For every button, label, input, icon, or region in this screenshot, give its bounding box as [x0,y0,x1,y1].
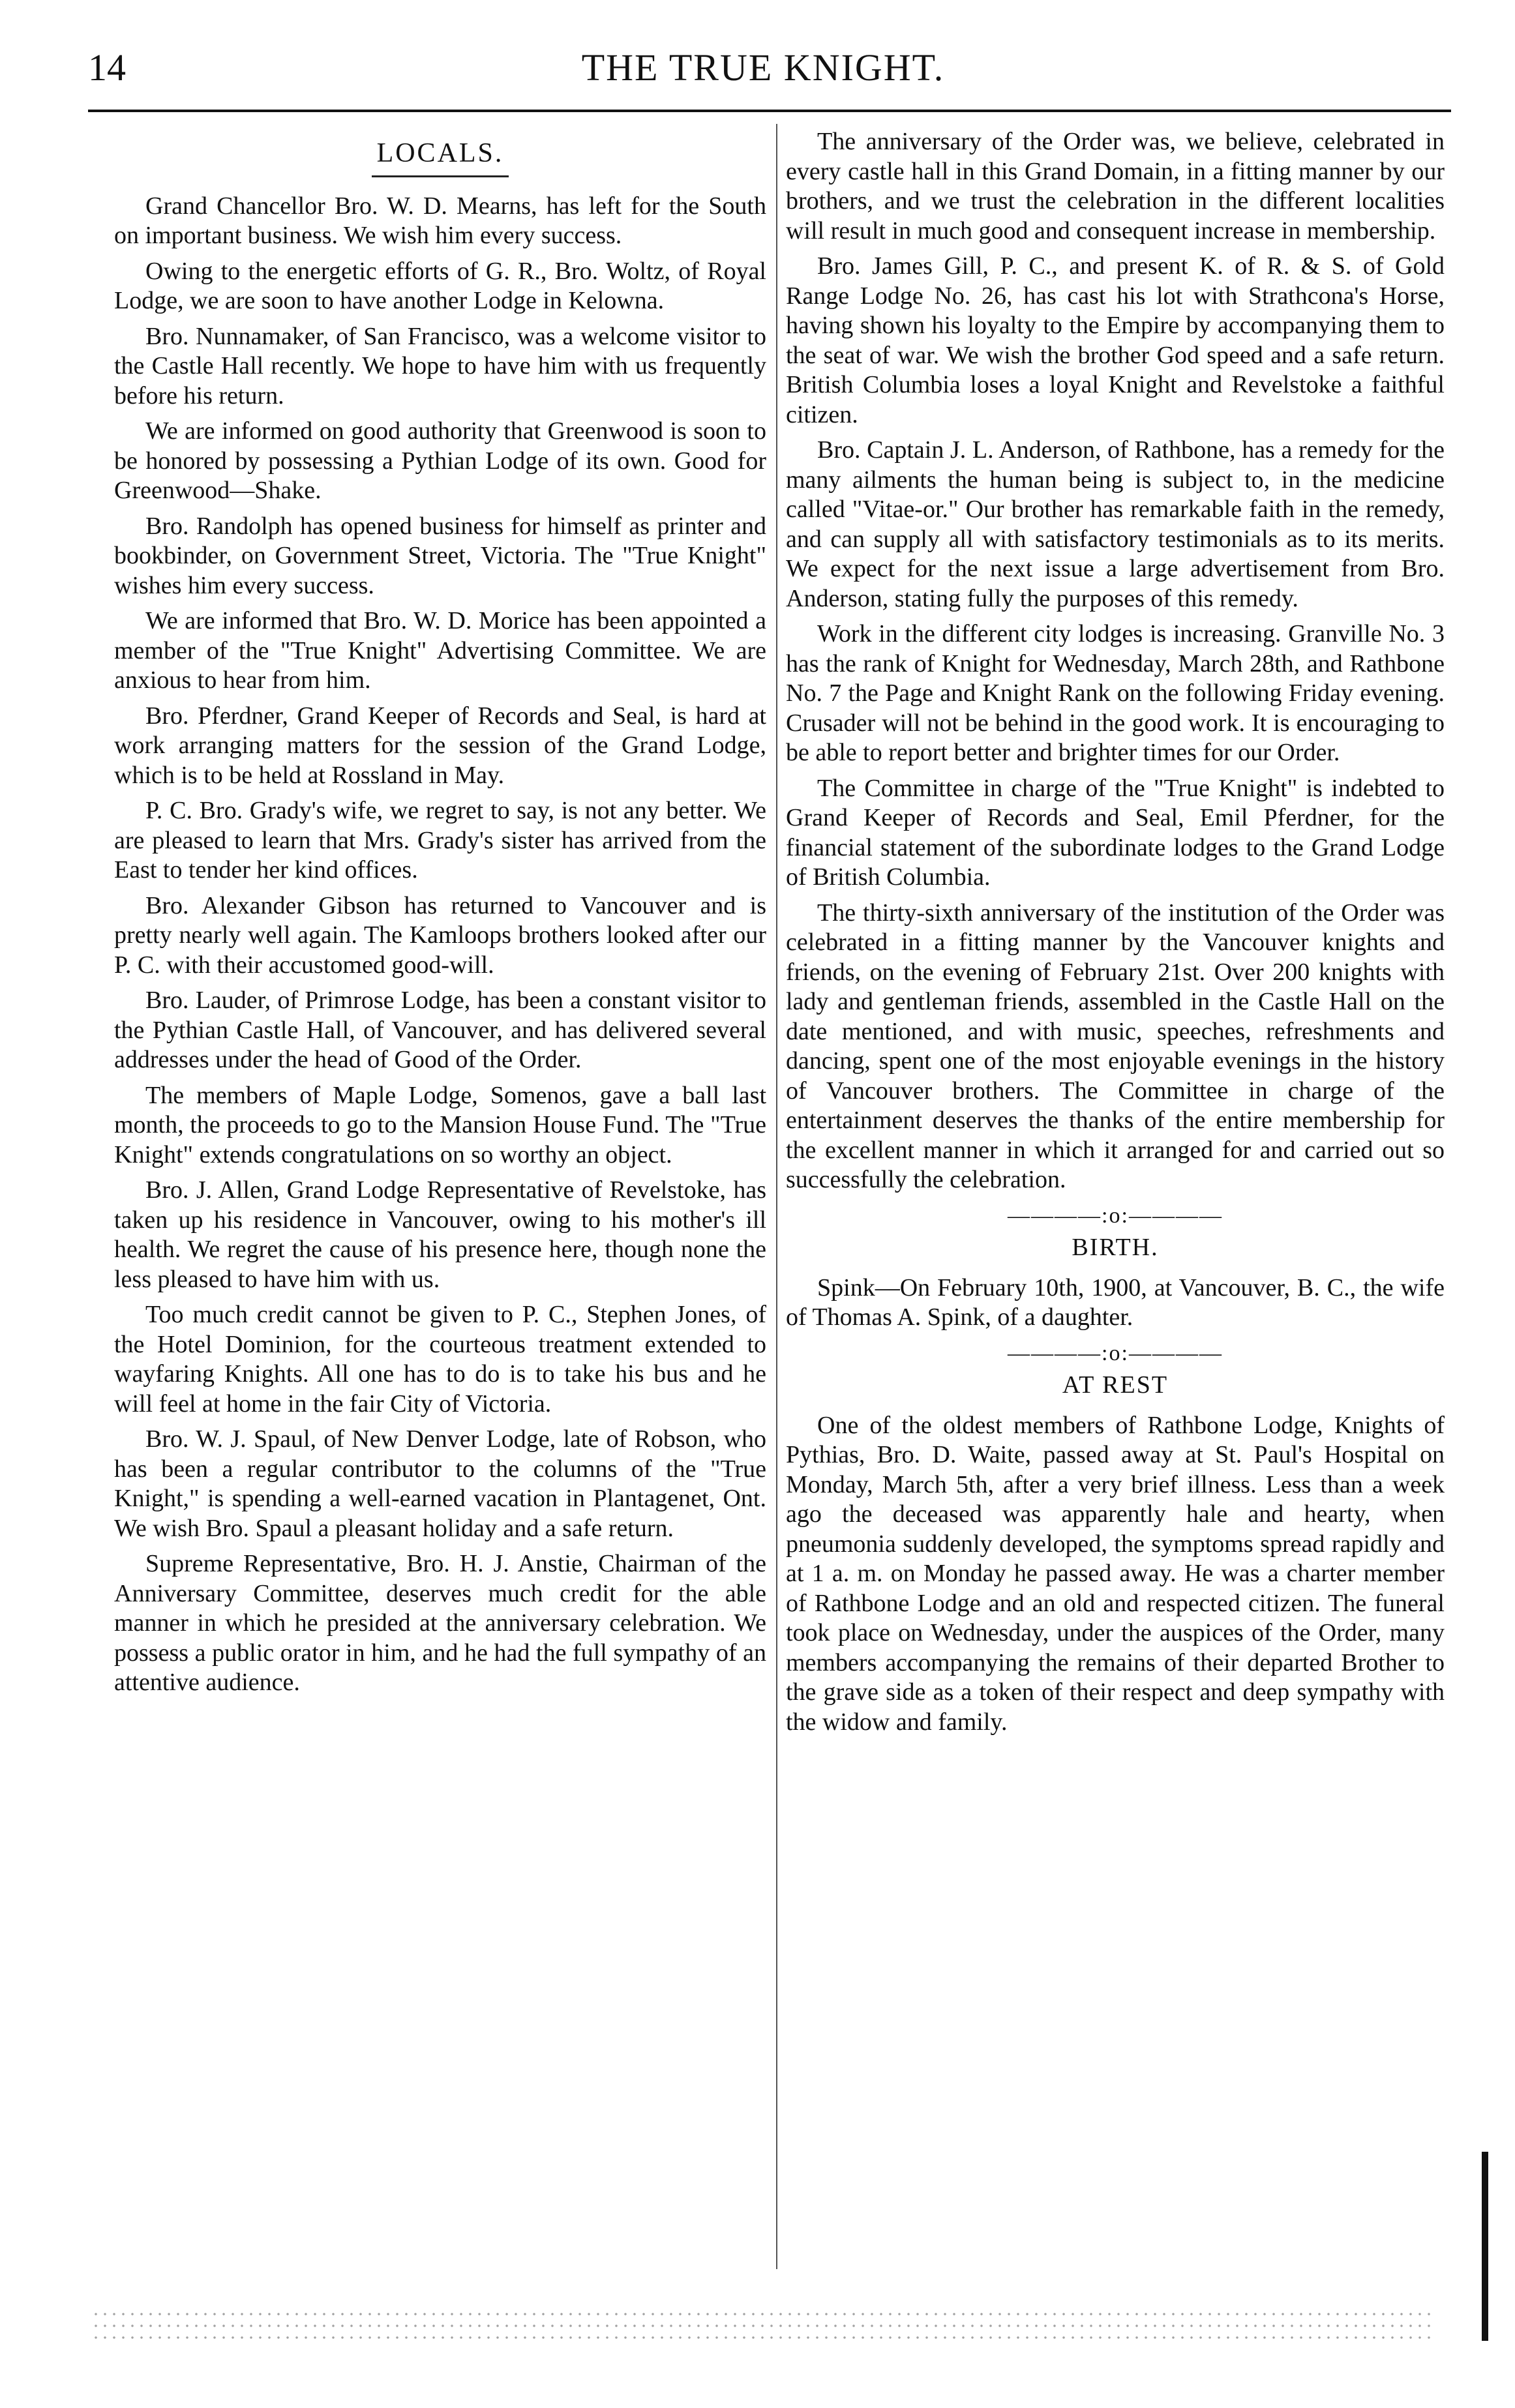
paragraph: We are informed on good authority that Greenwood is soon to be honored by possessing a Pythian Lodge of its own. Good for Greenwood—Shake. [114,417,766,504]
paragraph: Bro. Pferdner, Grand Keeper of Records and Seal, is hard at work arranging matters for the session of the Grand Lodge, which is to be held at Rossland in May. [114,702,766,789]
paragraph: Bro. W. J. Spaul, of New Denver Lodge, late of Robson, who has been a regular contributor to the columns of the "True Knight," is spending a well-earned vacation in Plantagenet, Ont. We wish Bro. Spaul a pleasant holiday and a safe return. [114,1425,766,1542]
page-number: 14 [88,46,126,89]
separator: ————:o:———— [1008,1203,1223,1228]
obituary: One of the oldest members of Rathbone Lodge, Knights of Pythias, Bro. D. Waite, passed away at St. Paul's Hospital on Monday, March 5th, after a very brief illness. Less than a week ago the deceased was apparently hale and hearty, when pneumonia suddenly developed, the symptoms spread rapidly and at 1 a. m. on Monday he passed away. He was a charter member of Rathbone Lodge and an old and respected citizen. The funeral took place on Wednesday, under the auspices of the Order, many members accompanying the remains of their departed Brother to the grave side as a token of their respect and deep sympathy with the widow and family. [786,1411,1445,1736]
paragraph: The anniversary of the Order was, we believe, celebrated in every castle hall in this Grand Domain, in a fitting manner by our brothers, and we trust the celebration in the different localities will result in much good and consequent increase in membership. [786,128,1445,245]
paragraph: P. C. Bro. Grady's wife, we regret to say, is not any better. We are pleased to learn that Mrs. Grady's sister has arrived from the East to tender her kind offices. [114,797,766,884]
paragraph: The members of Maple Lodge, Somenos, gave a ball last month, the proceeds to go to the Mansion House Fund. The "True Knight" extends congratulations on so worthy an object. [114,1081,766,1168]
paragraph: Owing to the energetic efforts of G. R., Bro. Woltz, of Royal Lodge, we are soon to have another Lodge in Kelowna. [114,257,766,314]
paragraph: Bro. James Gill, P. C., and present K. of R. & S. of Gold Range Lodge No. 26, has cast his lot with Strathcona's Horse, having shown his loyalty to the Empire by accompanying them to the seat of war. We wish the brother God speed and a safe return. British Columbia loses a loyal Knight and Revelstoke a faithful citizen. [786,252,1445,428]
scan-noise [91,2308,1435,2347]
page-header [82,39,1445,111]
paragraph: Supreme Representative, Bro. H. J. Anstie, Chairman of the Anniversary Committee, deserves much credit for the able manner in which he presided at the anniversary celebration. We possess a public orator in him, and he had the full sympathy of an attentive audience. [114,1550,766,1696]
paragraph: Bro. Captain J. L. Anderson, of Rathbone, has a remedy for the many ailments the human being is subject to, in the medicine called "Vitae-or." Our brother has remarkable faith in the remedy, and can supply all with satisfactory testimonials as to its merits. We expect for the next issue a large advertisement from Bro. Anderson, stating fully the purposes of this remedy. [786,436,1445,612]
separator: ————:o:———— [1008,1341,1223,1365]
at-rest-heading: AT REST [1062,1371,1169,1399]
paragraph: We are informed that Bro. W. D. Morice has been appointed a member of the "True Knight" Advertising Committee. We are anxious to hear from him. [114,607,766,694]
paragraph: Bro. Randolph has opened business for himself as printer and bookbinder, on Government Street, Victoria. The "True Knight" wishes him every success. [114,512,766,599]
header-rule [88,110,1451,112]
paragraph: The Committee in charge of the "True Knight" is indebted to Grand Keeper of Records and Seal, Emil Pferdner, for the financial statement of the subordinate lodges to the Grand Lodge of British Columbia. [786,774,1445,891]
page-edge-mark [1482,2152,1488,2341]
left-column [114,127,766,1704]
paragraph: Too much credit cannot be given to P. C., Stephen Jones, of the Hotel Dominion, for the courteous treatment extended to wayfaring Knights. All one has to do is to take his bus and he will feel at home in the fair City of Victoria. [114,1301,766,1418]
birth-notice: Spink—On February 10th, 1900, at Vancouver, B. C., the wife of Thomas A. Spink, of a daughter. [786,1273,1445,1331]
right-column [786,127,1445,1743]
paragraph: Bro. Nunnamaker, of San Francisco, was a welcome visitor to the Castle Hall recently. We hope to have him with us frequently before his return. [114,322,766,409]
locals-heading: LOCALS. [376,138,504,168]
column-divider [776,124,777,2269]
heading-rule [372,175,509,177]
paragraph: Grand Chancellor Bro. W. D. Mearns, has left for the South on important business. We wish him every success. [114,192,766,249]
paragraph: Bro. J. Allen, Grand Lodge Representative of Revelstoke, has taken up his residence in Vancouver, owing to his mother's ill health. We regret the cause of his presence here, though none the less pleased to have him with us. [114,1176,766,1293]
birth-heading: BIRTH. [1072,1234,1159,1261]
paragraph: Bro. Lauder, of Primrose Lodge, has been a constant visitor to the Pythian Castle Hall, of Vancouver, and has delivered several addresses under the head of Good of the Order. [114,987,766,1073]
paragraph: The thirty-sixth anniversary of the institution of the Order was celebrated in a fitting manner by the Vancouver knights and friends, on the evening of February 21st. Over 200 knights with lady and gentleman friends, assembled in the Castle Hall on the date mentioned, and with music, speeches, refreshments and dancing, spent one of the most enjoyable evenings in the history of Vancouver brothers. The Committee in charge of the entertainment deserves the thanks of the entire membership for the excellent manner in which it arranged for and carried out so successfully the celebration. [786,899,1445,1193]
journal-title: THE TRUE KNIGHT. [581,46,945,89]
paragraph: Bro. Alexander Gibson has returned to Vancouver and is pretty nearly well again. The Kamloops brothers looked after our P. C. with their accustomed good-will. [114,891,766,979]
paragraph: Work in the different city lodges is increasing. Granville No. 3 has the rank of Knight for Wednesday, March 28th, and Rathbone No. 7 the Page and Knight Rank on the following Friday evening. Crusader will not be behind in the good work. It is encouraging to be able to report better and brighter times for our Order. [786,620,1445,766]
